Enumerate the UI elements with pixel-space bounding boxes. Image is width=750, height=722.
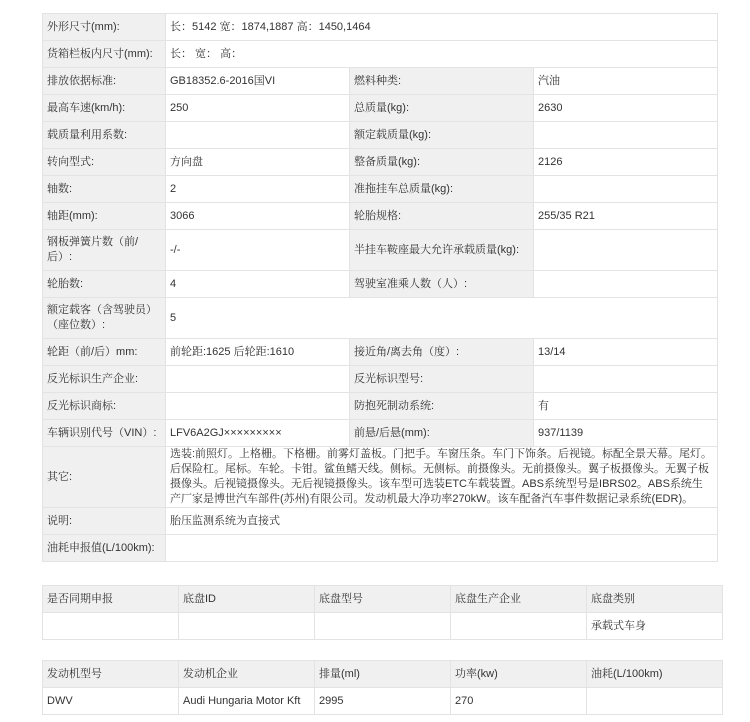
column-header: 底盘类别 [587,586,723,613]
table-row [43,203,718,230]
param-label: 前悬/后悬(mm): [350,420,534,447]
param-label: 轮胎规格: [350,203,534,230]
column-header: 是否同期申报 [43,586,179,613]
table-cell: 承载式车身 [587,613,723,640]
table-row [43,339,718,366]
table-row [43,122,718,149]
param-value: 2630 [534,95,718,122]
table-cell [315,613,451,640]
vehicle-parameters-table [42,13,718,562]
param-value [534,122,718,149]
table-row [43,366,718,393]
param-value: 250 [166,95,350,122]
param-label: 货箱栏板内尺寸(mm): [43,41,166,68]
table-cell: 270 [451,688,587,715]
param-value: 长：5142 宽：1874,1887 高：1450,1464 [166,14,718,41]
param-label: 最高车速(km/h): [43,95,166,122]
table-row [43,176,718,203]
table-row [43,508,718,535]
param-label: 其它: [43,447,166,508]
param-value: -/- [166,230,350,271]
param-label: 油耗申报值(L/100km): [43,535,166,562]
table-row [43,447,718,508]
table-row [43,68,718,95]
param-label: 轮距（前/后）mm: [43,339,166,366]
param-value [534,230,718,271]
param-label: 车辆识别代号（VIN）: [43,420,166,447]
param-value: 方向盘 [166,149,350,176]
engine-table [42,660,723,715]
param-label: 防抱死制动系统: [350,393,534,420]
param-value [166,366,350,393]
param-value: 2 [166,176,350,203]
param-value: LFV6A2GJ××××××××× [166,420,350,447]
param-value: 选装:前照灯。上格栅。下格栅。前雾灯盖板。门把手。车窗压条。车门下饰条。后视镜。标配全景天幕。尾灯。后保险杠。尾标。车轮。卡钳。鲨鱼鳍天线。侧标。无侧标。前摄像头。无前摄像头。翼子板摄像头。无翼子板摄像头。后视镜摄像头。无后视镜摄像头。该车型可选装ETC车载装置。ABS系统型号是IBRS02。ABS系统生产厂家是博世汽车部件(苏州)有限公司。发动机最大净功率270kW。该车配备汽车事件数据记录系统(EDR)。 [166,447,718,508]
param-label: 钢板弹簧片数（前/后）: [43,230,166,271]
param-value: 3066 [166,203,350,230]
param-value: 前轮距:1625 后轮距:1610 [166,339,350,366]
param-label: 接近角/离去角（度）: [350,339,534,366]
column-header: 发动机型号 [43,661,179,688]
table-row [43,298,718,339]
table-row [43,613,723,640]
table-cell: DWV [43,688,179,715]
param-label: 额定载客（含驾驶员）（座位数）: [43,298,166,339]
param-label: 反光标识生产企业: [43,366,166,393]
param-value [166,535,718,562]
param-value [534,366,718,393]
table-cell [179,613,315,640]
param-label: 整备质量(kg): [350,149,534,176]
table-cell: Audi Hungaria Motor Kft [179,688,315,715]
table-cell [587,688,723,715]
param-label: 外形尺寸(mm): [43,14,166,41]
param-value [534,271,718,298]
param-label: 排放依据标准: [43,68,166,95]
param-value: 有 [534,393,718,420]
table-row [43,230,718,271]
column-header: 底盘ID [179,586,315,613]
column-header: 排量(ml) [315,661,451,688]
table-header-row [43,661,723,688]
param-label: 驾驶室准乘人数（人）: [350,271,534,298]
param-value [166,393,350,420]
param-value: 4 [166,271,350,298]
table-row [43,95,718,122]
table-row [43,149,718,176]
table-row [43,41,718,68]
param-value [534,176,718,203]
param-value: 937/1139 [534,420,718,447]
param-label: 说明: [43,508,166,535]
param-value: GB18352.6-2016国VI [166,68,350,95]
param-label: 轮胎数: [43,271,166,298]
param-label: 轴数: [43,176,166,203]
column-header: 底盘生产企业 [451,586,587,613]
table-row [43,14,718,41]
table-row [43,688,723,715]
param-label: 轴距(mm): [43,203,166,230]
table-row [43,271,718,298]
param-label: 总质量(kg): [350,95,534,122]
param-value: 2126 [534,149,718,176]
param-label: 载质量利用系数: [43,122,166,149]
table-row [43,535,718,562]
param-label: 准拖挂车总质量(kg): [350,176,534,203]
param-label: 半挂车鞍座最大允许承载质量(kg): [350,230,534,271]
param-value: 胎压监测系统为直接式 [166,508,718,535]
table-cell [451,613,587,640]
param-value: 5 [166,298,718,339]
param-label: 燃料种类: [350,68,534,95]
table-cell: 2995 [315,688,451,715]
column-header: 功率(kw) [451,661,587,688]
table-row [43,420,718,447]
param-value: 13/14 [534,339,718,366]
column-header: 油耗(L/100km) [587,661,723,688]
param-value: 255/35 R21 [534,203,718,230]
table-row [43,393,718,420]
chassis-table [42,585,723,640]
param-label: 反光标识商标: [43,393,166,420]
column-header: 发动机企业 [179,661,315,688]
table-cell [43,613,179,640]
param-label: 反光标识型号: [350,366,534,393]
table-header-row [43,586,723,613]
param-label: 转向型式: [43,149,166,176]
param-label: 额定载质量(kg): [350,122,534,149]
column-header: 底盘型号 [315,586,451,613]
param-value [166,122,350,149]
param-value: 汽油 [534,68,718,95]
param-value: 长： 宽： 高： [166,41,718,68]
